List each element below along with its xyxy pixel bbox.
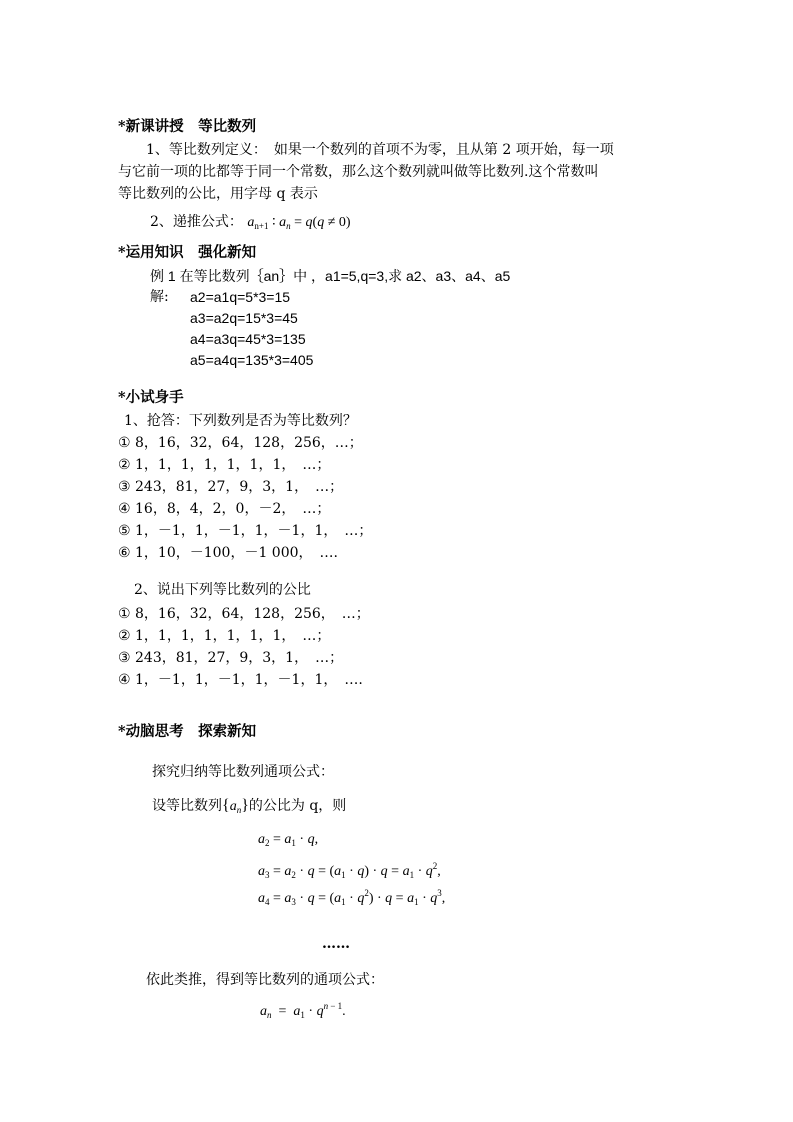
derivation-line-a4: $a_4 = a_3 \cdot q = (a_1 \cdot q^2) \cdot q = a_1 \cdot q^3$, <box>258 888 446 907</box>
question-2-item: ② 1，1，1，1，1，1，1， …； <box>118 628 331 644</box>
setup-suffix: 的公比为 q，则 <box>248 798 347 814</box>
derivation-line-a3: $a_3 = a_2 \cdot q = (a_1 \cdot q) \cdot q = a_1 \cdot q^2$, <box>258 861 441 880</box>
example-1: 例 1 在等比数列｛an｝中 ，a1=5,q=3,求 a2、a3、a4、a5 <box>150 268 511 284</box>
question-1-item: ④ 16，8，4，2，0，－2， …； <box>118 501 331 517</box>
section-heading-new-lesson: *新课讲授 等比数列 <box>118 118 257 135</box>
recursive-formula-line <box>150 212 351 236</box>
solution-step: a5=a4q=135*3=405 <box>190 352 314 368</box>
solution-step: a3=a2q=15*3=45 <box>190 310 298 326</box>
recursive-formula-label: 2、递推公式： <box>150 214 243 230</box>
question-1-item: ① 8，16，32，64，128，256，…； <box>118 435 363 451</box>
question-2-title: 2、说出下列等比数列的公比 <box>134 582 311 598</box>
question-2-item: ③ 243，81，27，9，3，1， …； <box>118 650 344 666</box>
question-1-item: ⑥ 1，10，－100，－1 000， …. <box>118 545 338 561</box>
explore-intro: 探究归纳等比数列通项公式： <box>152 764 334 780</box>
conclusion-text: 依此类推，得到等比数列的通项公式： <box>146 972 384 988</box>
solution-step: a2=a1q=5*3=15 <box>190 289 291 305</box>
sequence-notation: $\{a_n\}$ <box>222 797 249 815</box>
definition-line-1: 1、等比数列定义： 如果一个数列的首项不为零，且从第 2 项开始，每一项 <box>146 142 614 158</box>
definition-line-3: 等比数列的公比，用字母 q 表示 <box>118 186 318 202</box>
ellipsis: …… <box>322 936 350 952</box>
question-2-item: ① 8，16，32，64，128，256， …； <box>118 606 370 622</box>
section-heading-explore: *动脑思考 探索新知 <box>118 723 257 740</box>
solution-step: a4=a3q=45*3=135 <box>190 331 306 347</box>
section-heading-apply-knowledge: *运用知识 强化新知 <box>118 244 257 261</box>
setup-prefix: 设等比数列 <box>152 798 222 814</box>
definition-line-2: 与它前一项的比都等于同一个常数，那么这个数列就叫做等比数列.这个常数叫 <box>118 164 599 180</box>
explore-setup <box>152 796 346 820</box>
question-1-title: 1、抢答：下列数列是否为等比数列？ <box>124 413 357 429</box>
question-1-item: ⑤ 1，－1，1，－1，1，－1，1， …； <box>118 523 373 539</box>
question-2-item: ④ 1，－1，1，－1，1，－1，1， …. <box>118 672 363 688</box>
derivation-line-a2: $a_2 = a_1 \cdot q$, <box>258 832 319 848</box>
question-1-item: ③ 243，81，27，9，3，1， …； <box>118 479 344 495</box>
general-term-formula: $a_n = a_1 \cdot q^{n - 1}$. <box>260 1001 346 1020</box>
question-1-item: ② 1，1，1，1，1，1，1， …； <box>118 457 331 473</box>
solution-label: 解: <box>150 289 169 305</box>
recursive-formula: $a_{n+1}$ ∶ $a_n = q(q \ne 0)$ <box>247 215 351 231</box>
section-heading-try-it: *小试身手 <box>118 389 184 406</box>
